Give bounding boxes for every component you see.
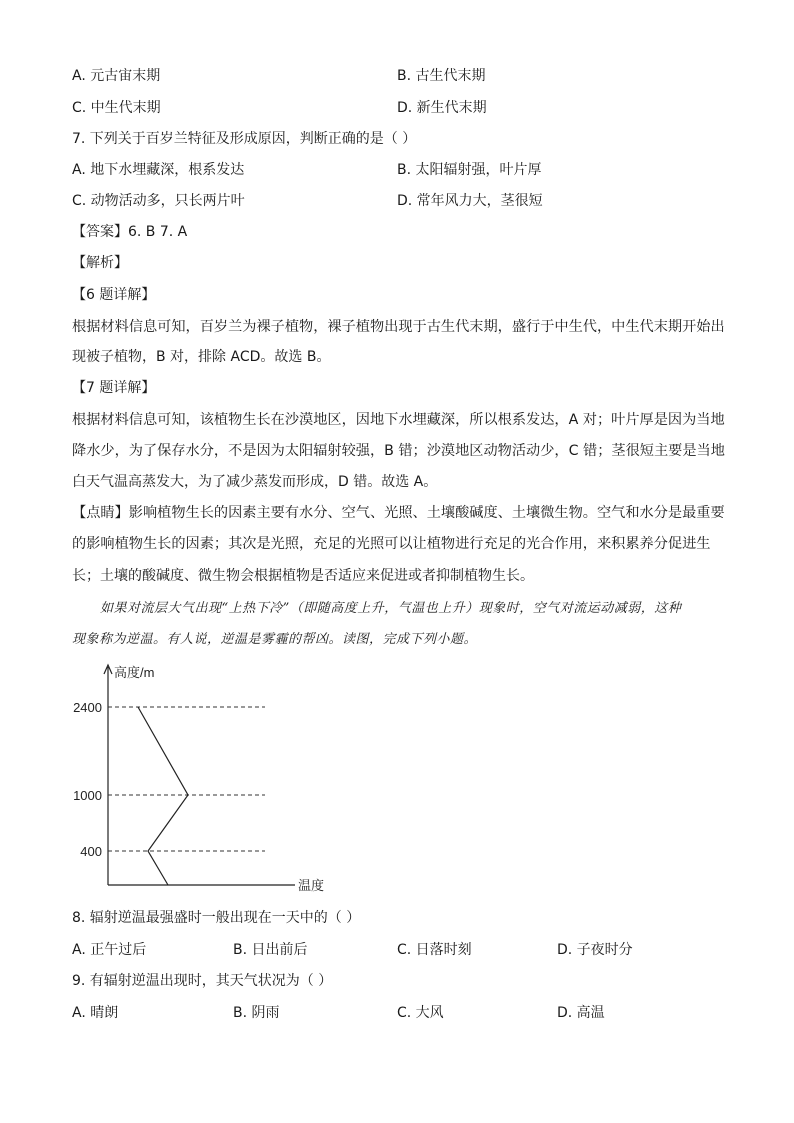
detail7-line3: 白天气温高蒸发大，为了减少蒸发而形成，D 错。故选 A。 (72, 474, 438, 490)
answer-line (72, 222, 187, 242)
q9-option-b: B. 阴雨 (233, 1005, 280, 1021)
answer-label: 【答案】 (72, 224, 128, 240)
q6-option-a: A. 元古宙末期 (72, 68, 161, 84)
detail7-line2: 降水少，为了保存水分，不是因为太阳辐射较强，B 错；沙漠地区动物活动少，C 错；茎很短主要是当地 (72, 443, 725, 459)
y-tick-label-2400: 2400 (73, 700, 102, 715)
remark-text1: 影响植物生长的因素主要有水分、空气、光照、土壤酸碱度、土壤微生物。空气和水分是最重要 (128, 505, 725, 521)
q8-option-c: C. 日落时刻 (397, 942, 472, 958)
y-axis-label: 高度/m (114, 665, 155, 680)
q8-option-b: B. 日出前后 (233, 942, 308, 958)
q6-option-d: D. 新生代末期 (397, 100, 487, 116)
analysis-label: 【解析】 (72, 255, 128, 271)
q9-stem: 9. 有辐射逆温出现时，其天气状况为（ ） (72, 973, 333, 989)
detail6-heading: 【6 题详解】 (72, 287, 156, 303)
q8-option-d: D. 子夜时分 (557, 942, 633, 958)
remark-line2: 的影响植物生长的因素；其次是光照，充足的光照可以让植物进行充足的光合作用，来积累养分促进生 (72, 536, 711, 552)
q7-option-c: C. 动物活动多，只长两片叶 (72, 193, 245, 209)
q6-option-c: C. 中生代末期 (72, 100, 161, 116)
q9-option-d: D. 高温 (557, 1005, 605, 1021)
q7-option-b: B. 太阳辐射强，叶片厚 (397, 162, 542, 178)
remark-line3: 长；土壤的酸碱度、微生物会根据植物是否适应来促进或者抑制植物生长。 (72, 568, 534, 584)
q7-option-a: A. 地下水埋藏深，根系发达 (72, 162, 245, 178)
temperature-profile-line (138, 707, 188, 885)
temperature-inversion-chart (60, 655, 360, 900)
q7-stem: 7. 下列关于百岁兰特征及形成原因，判断正确的是（ ） (72, 131, 417, 147)
detail6-line1: 根据材料信息可知，百岁兰为裸子植物，裸子植物出现于古生代末期，盛行于中生代，中生代末期开始出 (72, 319, 725, 335)
remark-line1 (72, 503, 725, 523)
remark-label: 【点睛】 (72, 505, 129, 521)
q6-option-b: B. 古生代末期 (397, 68, 486, 84)
detail7-heading: 【7 题详解】 (72, 380, 156, 396)
x-axis-label: 温度 (298, 878, 325, 893)
material-line2: 现象称为逆温。有人说，逆温是雾霾的帮凶。读图，完成下列小题。 (72, 632, 478, 647)
q8-option-a: A. 正午过后 (72, 942, 147, 958)
y-tick-label-400: 400 (80, 844, 102, 859)
material-line1: 如果对流层大气出现“上热下冷”（即随高度上升，气温也上升）现象时，空气对流运动减弱，这种 (100, 601, 682, 616)
q9-option-c: C. 大风 (397, 1005, 444, 1021)
answer-value: 6. B 7. A (128, 224, 188, 240)
q9-option-a: A. 晴朗 (72, 1005, 119, 1021)
q8-stem: 8. 辐射逆温最强盛时一般出现在一天中的（ ） (72, 910, 361, 926)
detail7-line1: 根据材料信息可知，该植物生长在沙漠地区，因地下水埋藏深，所以根系发达，A 对；叶片厚是因为当地 (72, 412, 725, 428)
detail6-line2: 现被子植物，B 对，排除 ACD。故选 B。 (72, 349, 331, 365)
q7-option-d: D. 常年风力大，茎很短 (397, 193, 543, 209)
y-tick-label-1000: 1000 (73, 788, 102, 803)
